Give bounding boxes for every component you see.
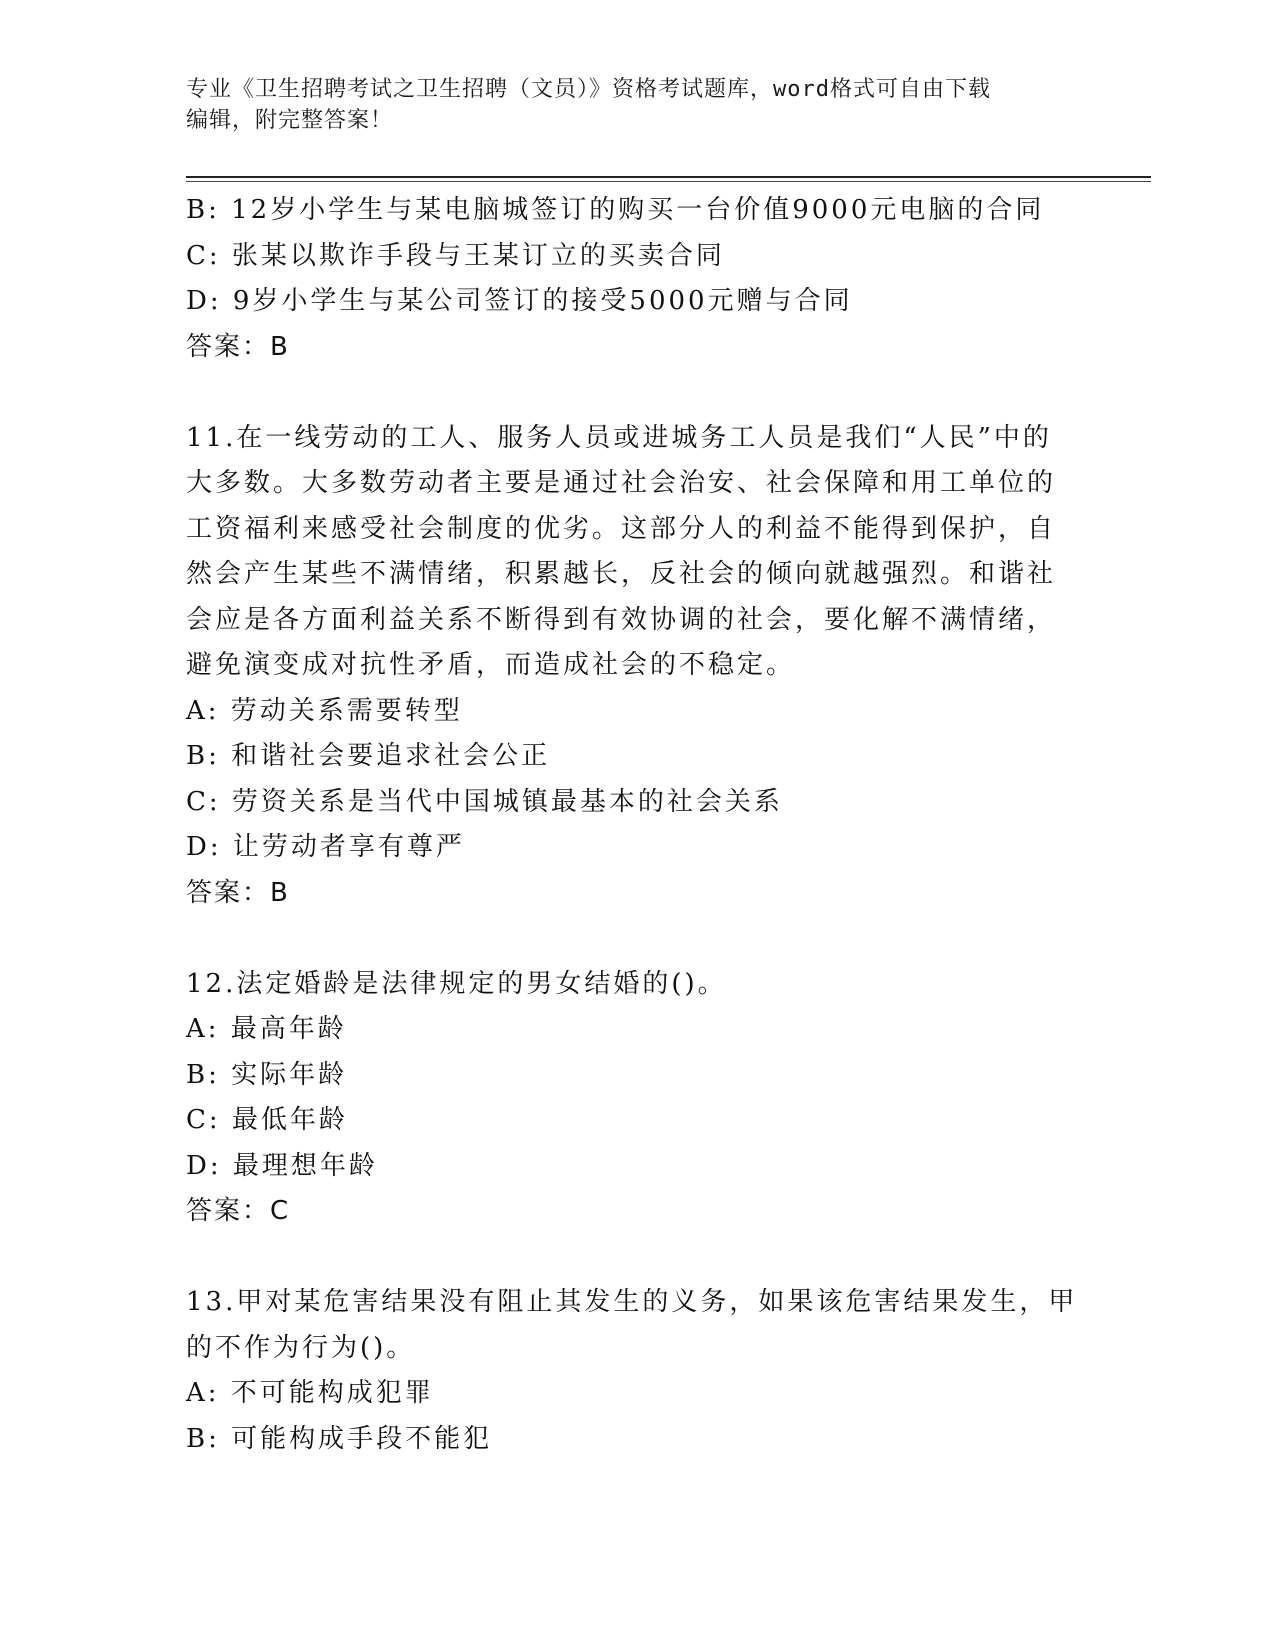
question-stem-line: 然会产生某些不满情绪，积累越长，反社会的倾向就越强烈。和谐社: [186, 559, 1057, 589]
question-stem-line: 避免演变成对抗性矛盾，而造成社会的不稳定。: [186, 650, 796, 680]
option-d: D: 最理想年龄: [186, 1150, 378, 1181]
option-b: B: 可能构成手段不能犯: [186, 1423, 493, 1454]
question-content: [186, 188, 1086, 1462]
spacer: [186, 1235, 1086, 1281]
spacer: [186, 370, 1086, 416]
answer: 答案：B: [186, 331, 290, 362]
answer: 答案：C: [186, 1196, 291, 1226]
question-stem-line: 13.甲对某危害结果没有阻止其发生的义务，如果该危害结果发生，甲: [186, 1287, 1078, 1317]
question-13: [186, 1280, 1086, 1462]
question-stem-line: 11.在一线劳动的工人、服务人员或进城务工人员是我们“人民”中的: [186, 422, 1052, 453]
question-stem-line: 大多数。大多数劳动者主要是通过社会治安、社会保障和用工单位的: [186, 468, 1057, 498]
question-stem: 12.法定婚龄是法律规定的男女结婚的()。: [186, 968, 727, 999]
header-line-1: 专业《卫生招聘考试之卫生招聘（文员）》资格考试题库，word格式可自由下载: [186, 77, 991, 102]
option-b: B: 实际年龄: [186, 1059, 348, 1090]
answer: 答案：B: [186, 877, 290, 908]
option-c: C: 张某以欺诈手段与王某订立的买卖合同: [186, 240, 725, 271]
spacer: [186, 916, 1086, 962]
question-stem-line: 的不作为行为()。: [186, 1332, 416, 1363]
option-d: D: 让劳动者享有尊严: [186, 832, 465, 862]
option-a: A: 劳动关系需要转型: [186, 695, 463, 726]
option-c: C: 最低年龄: [186, 1105, 348, 1135]
question-11: [186, 416, 1086, 917]
option-c: C: 劳资关系是当代中国城镇最基本的社会关系: [186, 786, 783, 817]
question-12: [186, 962, 1086, 1235]
header-rule-thin: [186, 181, 1151, 182]
option-a: A: 最高年龄: [186, 1014, 347, 1044]
question-10: [186, 188, 1086, 370]
question-stem-line: 会应是各方面利益关系不断得到有效协调的社会，要化解不满情绪，: [186, 604, 1057, 635]
header-rule-thick: [186, 176, 1151, 178]
option-b: B: 和谐社会要追求社会公正: [186, 741, 551, 771]
document-header: [186, 74, 1066, 136]
option-d: D: 9岁小学生与某公司签订的接受5000元赠与合同: [186, 286, 853, 316]
option-a: A: 不可能构成犯罪: [186, 1378, 434, 1408]
header-line-2: 编辑，附完整答案！: [186, 108, 394, 133]
option-b: B: 12岁小学生与某电脑城签订的购买一台价值9000元电脑的合同: [186, 195, 1045, 225]
question-stem-line: 工资福利来感受社会制度的优劣。这部分人的利益不能得到保护，自: [186, 513, 1057, 544]
